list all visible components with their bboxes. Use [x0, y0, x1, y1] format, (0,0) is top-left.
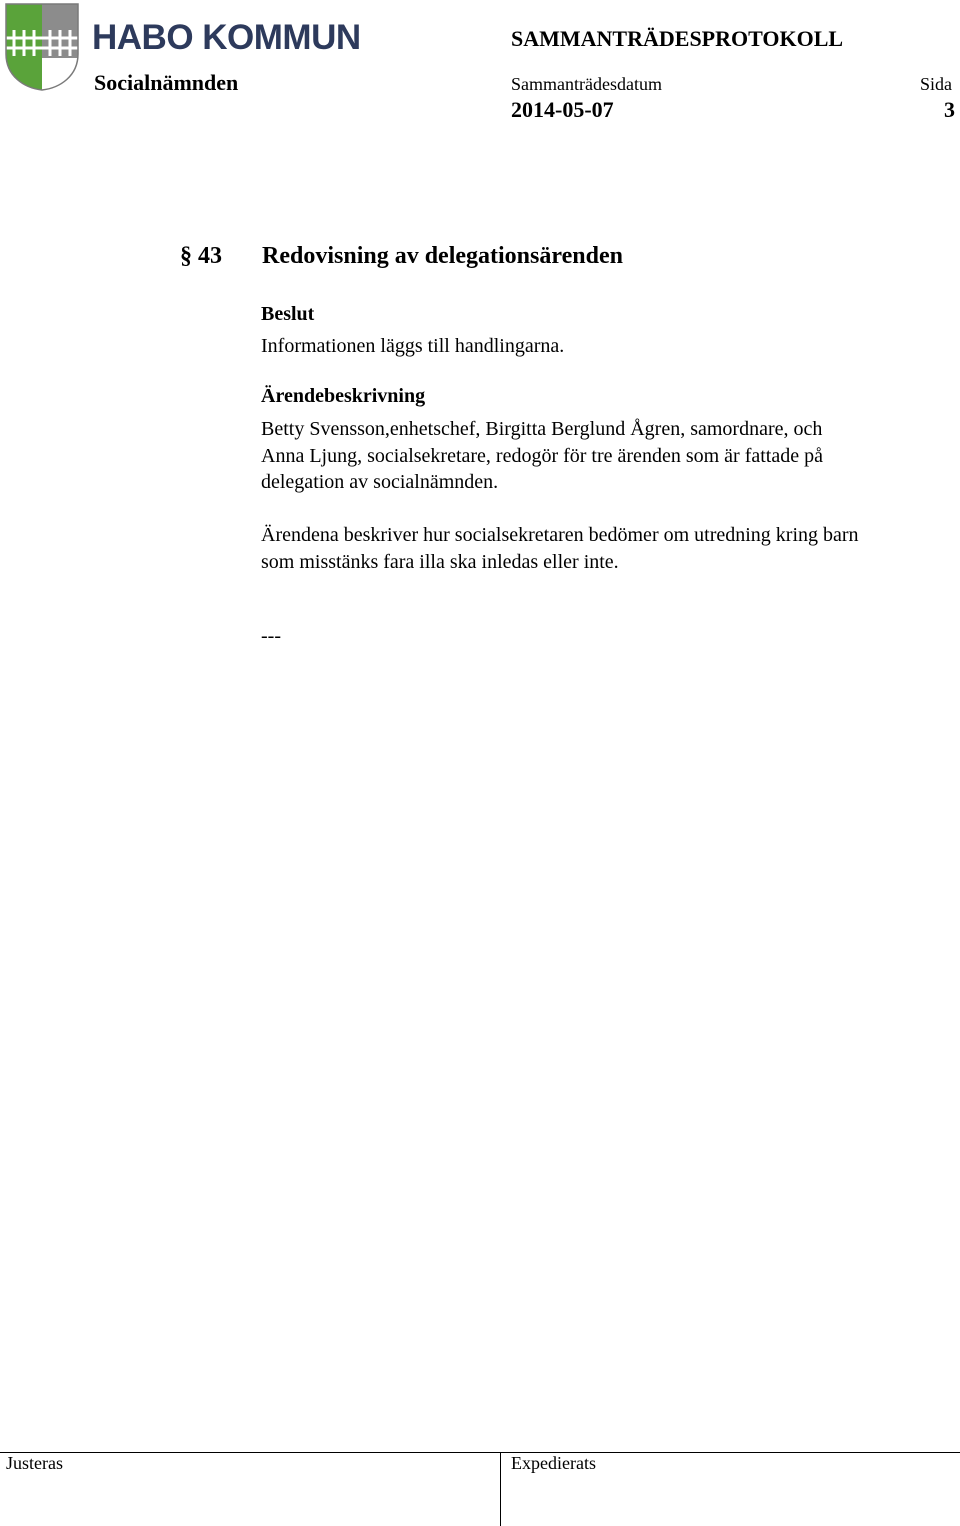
beslut-text: Informationen läggs till handlingarna.	[261, 335, 565, 357]
footer-divider	[0, 1452, 960, 1453]
org-name: HABO KOMMUN	[92, 18, 361, 57]
page-number: 3	[944, 97, 955, 122]
habo-coat-of-arms-icon	[4, 2, 80, 92]
section-number: § 43	[180, 243, 222, 269]
description-paragraph	[261, 522, 957, 575]
arende-heading: Ärendebeskrivning	[261, 385, 426, 407]
paragraph-line: Anna Ljung, socialsekretare, redogör för tre ärenden som är fattade på	[261, 444, 823, 467]
paragraph-line: Betty Svensson,enhetschef, Birgitta Berglund Ågren, samordnare, och	[261, 418, 823, 440]
paragraph-line: Ärendena beskriver hur socialsekretaren bedömer om utredning kring barn	[261, 524, 859, 546]
document-type: SAMMANTRÄDESPROTOKOLL	[511, 26, 844, 51]
section-title: Redovisning av delegationsärenden	[262, 243, 623, 269]
date-label: Sammanträdesdatum	[511, 74, 662, 94]
date-value: 2014-05-07	[511, 97, 614, 122]
expedierats-label: Expedierats	[511, 1453, 596, 1473]
department: Socialnämnden	[94, 70, 239, 95]
justeras-label: Justeras	[6, 1453, 63, 1473]
description-paragraph	[261, 416, 957, 496]
section-end-mark: ---	[261, 625, 281, 647]
paragraph-line: delegation av socialnämnden.	[261, 471, 499, 493]
beslut-heading: Beslut	[261, 303, 315, 325]
paragraph-line: som misstänks fara illa ska inledas eller inte.	[261, 550, 619, 573]
page-label: Sida	[920, 74, 953, 94]
footer-column-divider	[500, 1452, 501, 1526]
